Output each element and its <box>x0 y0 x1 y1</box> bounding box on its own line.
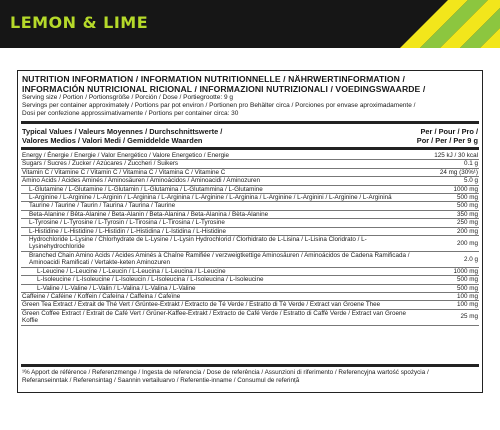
serving-size: Serving size / Portion / Portionsgröße / Porción / Dose / Portiegrootte: 9 g <box>22 94 233 101</box>
nutrient-value: 1000 mg <box>453 185 478 193</box>
nutrient-row <box>21 186 479 194</box>
nutrient-row <box>21 160 479 168</box>
nutrient-row <box>21 276 479 284</box>
nutrition-panel <box>17 70 483 393</box>
nutrient-value: 2.0 g <box>463 255 478 263</box>
nutrient-value: 200 mg <box>456 239 478 247</box>
nutrient-row <box>21 252 479 268</box>
nutrient-name: Caffeine / Caféine / Koffein / Cafeína / Caffeina / Cafeïne <box>22 292 181 300</box>
flavor-banner <box>0 0 500 48</box>
nutrient-name: Vitamin C / Vitamine C / Vitamin C / Vitamina C / Vitamina C / Vitamine C <box>22 168 226 176</box>
nutrient-value: 100 mg <box>456 301 478 309</box>
nutrient-name: Sugars / Sucres / Zucker / Azúcares / Zuccheri / Suikers <box>22 160 179 168</box>
nutrient-name: L-Glutamine / L-Glutamine / L-Glutamin / L-Glutamina / L-Glutammina / L-Glutamine <box>29 185 263 193</box>
nutrition-title-line2: INFORMACIÓN NUTRICIONAL RICIONAL / INFORMAZIONI NUTRIZIONALI / VOEDINGSWAARDE / <box>22 84 426 94</box>
nutrient-value: 1000 mg <box>453 267 478 275</box>
nutrient-value: 5.0 g <box>463 177 478 185</box>
nutrient-row <box>21 301 479 309</box>
per-label1: Per / Pour / Pro / <box>420 127 478 136</box>
nutrient-row <box>21 228 479 236</box>
servings-per-container-line1: Servings per container approximately / Portions par pot environ / Portionen pro Behälter circa / Porciones por envase aproximadamente / <box>22 102 416 109</box>
nutrient-value: 500 mg <box>456 202 478 210</box>
nutrient-row <box>21 268 479 276</box>
nutrient-name: Energy / Énergie / Energie / Valor Energético / Valore Energetico / Energie <box>22 152 229 159</box>
nutrient-name: L-Valine / L-Valine / L-Valin / L-Valina / L-Valina / L-Valine <box>37 284 196 292</box>
nutrient-row <box>21 169 479 177</box>
nutrient-name: Branched Chain Amino Acids / Acides Aminés à Chaîne Ramifiée / verzweigtkettige Aminosäuren / Aminoácidos de Cadena Ramificada / Aminoacidi Ramificati / Vertakte-keten Aminozuren <box>29 251 410 267</box>
divider-thick <box>21 364 479 367</box>
typical-values-label1: Typical Values / Valeurs Moyennes / Durchschnittswerte / <box>22 127 223 136</box>
nutrient-value: 200 mg <box>456 227 478 235</box>
nutrition-title-line1: NUTRITION INFORMATION / INFORMATION NUTRITIONNELLE / NÄHRWERTINFORMATION / <box>22 74 405 84</box>
nutrition-rows <box>21 152 479 326</box>
nutrient-row <box>21 293 479 301</box>
nutrient-value: 350 mg <box>456 210 478 218</box>
nutrient-row <box>21 236 479 252</box>
footnote <box>22 369 478 385</box>
nutrient-name: Beta-Alanine / Bêta-Alanine / Beta-Alanin / Beta-Alanina / Beta-Alanina / Bèta-Alanine <box>29 210 269 218</box>
nutrient-row <box>21 194 479 202</box>
nutrient-row <box>21 211 479 219</box>
nutrient-name: Amino Acids / Acides Aminés / Aminosäuren / Aminoácidos / Aminoacidi / Aminozuren <box>22 177 261 185</box>
divider-thick <box>21 121 479 124</box>
nutrient-value: 500 mg <box>456 194 478 202</box>
nutrition-header <box>22 74 478 118</box>
nutrient-name: Green Tea Extract / Extrait de Thé Vert / Grüntee-Extrakt / Extracto de Té Verde / Estratto di Tè Verde / Extract van Groene Thee <box>22 301 381 309</box>
nutrient-value: 500 mg <box>456 276 478 284</box>
nutrient-row <box>21 202 479 210</box>
nutrient-name: L-Isoleucine / L-Isoleucine / L-Isoleucin / L-Isoleucina / L-Isoleucina / L-Isoleucine <box>37 276 264 284</box>
typical-values-header <box>22 128 478 145</box>
nutrient-row <box>21 219 479 227</box>
nutrient-name: L-Histidine / L-Histidine / L-Histidin / L-Histidina / L-Istidina / L-Histidine <box>29 227 227 235</box>
nutrient-row <box>21 310 479 326</box>
nutrient-value: 100 mg <box>456 292 478 300</box>
nutrient-row <box>21 152 479 160</box>
nutrient-name: L-Leucine / L-Leucine / L-Leucin / L-Leucina / L-Leucina / L-Leucine <box>37 267 226 275</box>
nutrient-value: 0.1 g <box>463 160 478 168</box>
nutrient-value: 500 mg <box>456 284 478 292</box>
stripe-decoration <box>380 0 500 48</box>
nutrient-name: Green Coffee Extract / Extrait de Café Vert / Grüner-Kaffee-Extrakt / Extracto de Café Verde / Estratto di Caffè Verde / Extract van Groene Koffie <box>22 309 406 325</box>
nutrient-value: 24 mg (30%¹) <box>439 168 478 176</box>
nutrient-name: Taurine / Taurine / Taurin / Taurina / Taurina / Taurine <box>29 202 176 210</box>
flavor-title: LEMON & LIME <box>10 13 149 32</box>
nutrient-name: Hydrochloride L-Lysine / Chlorhydrate de L-Lysine / L-Lysin Hydrochlorid / Clorhidrato de L-Lisina / L-Lisina Cloridrato / L-Lysinehydrochloride <box>29 236 367 251</box>
nutrient-name: L-Arginine / L-Arginine / L-Arginin / L-Arginina / L-Arginina / L-Arginine / L-Arginina / L-Arginine / L-Arginini / L-Arginine / L-Argininä <box>29 194 392 202</box>
nutrient-row <box>21 285 479 293</box>
nutrient-value: 25 mg <box>460 313 478 321</box>
footnote-line2: Referanseinntak / Referensintag / Saannin vertailuarvo / Referentie-inname / Consumul de referință <box>22 377 300 384</box>
typical-values-label2: Valores Medios / Valori Medi / Gemiddelde Waarden <box>22 135 203 145</box>
nutrient-name: L-Tyrosine / L-Tyrosine / L-Tyrosin / L-Tirosina / L-Tirosina / L-Tyrosine <box>29 219 225 227</box>
divider-thick <box>21 147 479 150</box>
per-label2: Por / Per / Per 9 g <box>416 135 478 145</box>
footnote-line1: ¹% Apport de référence / Referenzmenge / Ingesta de referencia / Dose de referência / Assunzioni di riferimento / Referencyjna wartość spożycia / <box>22 369 429 376</box>
nutrient-value: 250 mg <box>456 219 478 227</box>
nutrient-row <box>21 177 479 185</box>
nutrient-value: 125 kJ / 30 kcal <box>434 152 478 159</box>
servings-per-container-line2: Dosi per confezione approssimativamente / Portions per container circa: 30 <box>22 110 239 117</box>
